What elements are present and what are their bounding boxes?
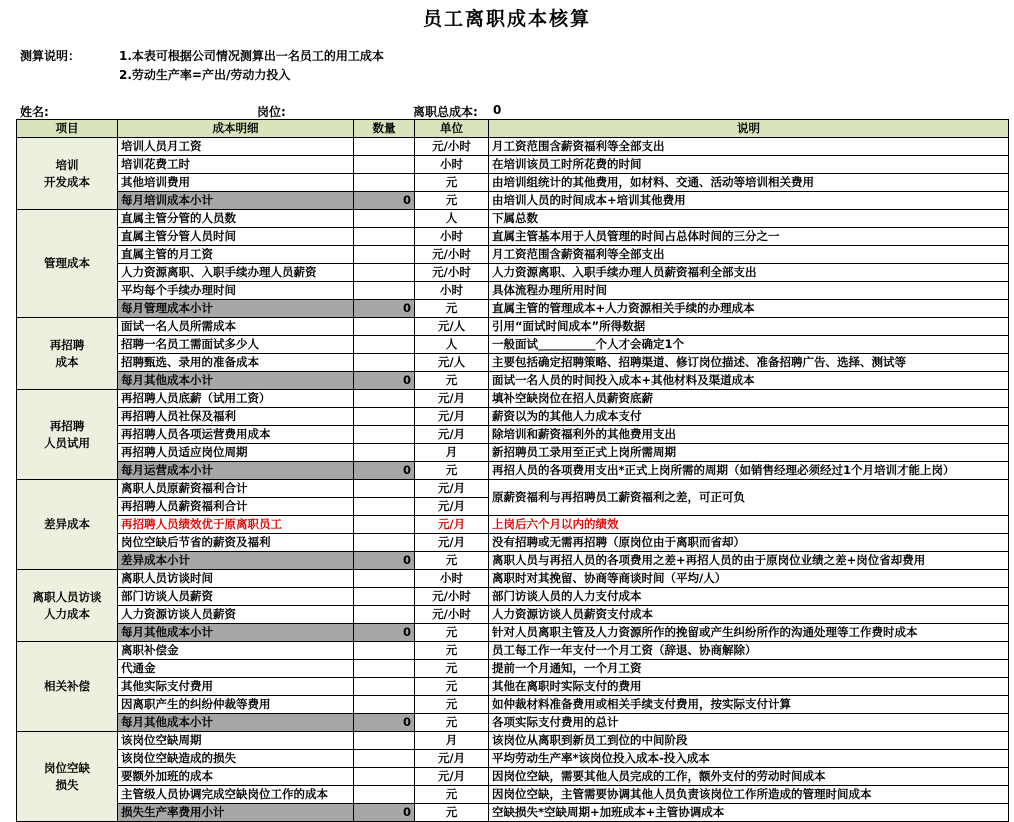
- detail-cell: 再招聘人员底薪（试用工资）: [118, 390, 354, 408]
- unit-cell: 元: [415, 804, 489, 822]
- quantity-cell[interactable]: [354, 786, 415, 804]
- unit-cell: 小时: [415, 156, 489, 174]
- post-label: 岗位:: [257, 105, 286, 119]
- detail-cell: 每月培训成本小计: [118, 192, 354, 210]
- quantity-cell[interactable]: [354, 210, 415, 228]
- detail-cell: 招聘甄选、录用的准备成本: [118, 354, 354, 372]
- quantity-cell[interactable]: 0: [354, 714, 415, 732]
- detail-cell: 每月其他成本小计: [118, 714, 354, 732]
- description-cell: 针对人员离职主管及人力资源所作的挽留或产生纠纷所作的沟通处理等工作费时成本: [489, 624, 1009, 642]
- detail-cell: 每月管理成本小计: [118, 300, 354, 318]
- quantity-cell[interactable]: [354, 606, 415, 624]
- project-cell: 再招聘 人员试用: [17, 390, 118, 480]
- detail-cell: 离职人员原薪资福利合计: [118, 480, 354, 498]
- subtotal-row: [17, 192, 1009, 210]
- unit-cell: 小时: [415, 570, 489, 588]
- description-cell: 具体流程办理所用时间: [489, 282, 1009, 300]
- detail-cell: 该岗位空缺周期: [118, 732, 354, 750]
- detail-cell: 再招聘人员各项运营费用成本: [118, 426, 354, 444]
- quantity-cell[interactable]: [354, 354, 415, 372]
- table-row: [17, 570, 1009, 588]
- quantity-cell[interactable]: 0: [354, 372, 415, 390]
- description-cell: 由培训组统计的其他费用，如材料、交通、活动等培训相关费用: [489, 174, 1009, 192]
- description-cell: 由培训人员的时间成本+培训其他费用: [489, 192, 1009, 210]
- description-cell: 直属主管基本用于人员管理的时间占总体时间的三分之一: [489, 228, 1009, 246]
- table-row: [17, 228, 1009, 246]
- table-row: [17, 444, 1009, 462]
- table-row: [17, 516, 1009, 534]
- detail-cell: 差异成本小计: [118, 552, 354, 570]
- cost-table: [16, 119, 1009, 822]
- table-row: [17, 678, 1009, 696]
- unit-cell: 元/小时: [415, 138, 489, 156]
- detail-cell: 每月运营成本小计: [118, 462, 354, 480]
- unit-cell: 元/小时: [415, 588, 489, 606]
- unit-cell: 元: [415, 192, 489, 210]
- description-cell: 其他在离职时实际支付的费用: [489, 678, 1009, 696]
- table-row: [17, 264, 1009, 282]
- description-cell: 平均劳动生产率*该岗位投入成本-投入成本: [489, 750, 1009, 768]
- detail-cell: 要额外加班的成本: [118, 768, 354, 786]
- unit-cell: 元: [415, 300, 489, 318]
- table-row: [17, 246, 1009, 264]
- header-unit: 单位: [415, 120, 489, 138]
- subtotal-row: [17, 804, 1009, 822]
- project-cell: 离职人员访谈 人力成本: [17, 570, 118, 642]
- quantity-cell[interactable]: 0: [354, 624, 415, 642]
- quantity-cell[interactable]: [354, 390, 415, 408]
- description-cell: 没有招聘或无需再招聘（原岗位由于离职而省却）: [489, 534, 1009, 552]
- table-row: [17, 606, 1009, 624]
- quantity-cell[interactable]: [354, 264, 415, 282]
- description-cell: 新招聘员工录用至正式上岗所需周期: [489, 444, 1009, 462]
- detail-cell: 主管级人员协调完成空缺岗位工作的成本: [118, 786, 354, 804]
- table-row: [17, 408, 1009, 426]
- quantity-cell[interactable]: [354, 138, 415, 156]
- quantity-cell[interactable]: [354, 678, 415, 696]
- table-row: [17, 480, 1009, 498]
- description-cell: 员工每工作一年支付一个月工资（辞退、协商解除）: [489, 642, 1009, 660]
- unit-cell: 元/月: [415, 426, 489, 444]
- description-cell: 月工资范围含薪资福利等全部支出: [489, 138, 1009, 156]
- page-title: 员工离职成本核算: [422, 8, 591, 30]
- quantity-cell[interactable]: [354, 768, 415, 786]
- quantity-cell[interactable]: 0: [354, 462, 415, 480]
- quantity-cell[interactable]: [354, 228, 415, 246]
- detail-cell: 直属主管的月工资: [118, 246, 354, 264]
- unit-cell: 元/小时: [415, 264, 489, 282]
- quantity-cell[interactable]: 0: [354, 552, 415, 570]
- quantity-cell[interactable]: [354, 408, 415, 426]
- unit-cell: 元: [415, 642, 489, 660]
- table-row: [17, 660, 1009, 678]
- table-row: [17, 732, 1009, 750]
- unit-cell: 元/人: [415, 318, 489, 336]
- subtotal-row: [17, 300, 1009, 318]
- unit-cell: 元/月: [415, 516, 489, 534]
- detail-cell: 面试一名人员所需成本: [118, 318, 354, 336]
- detail-cell: 培训人员月工资: [118, 138, 354, 156]
- notes-label: 测算说明：: [20, 49, 81, 63]
- detail-cell: 人力资源访谈人员薪资: [118, 606, 354, 624]
- detail-cell: 招聘一名员工需面试多少人: [118, 336, 354, 354]
- unit-cell: 元/月: [415, 534, 489, 552]
- header-project: 项目: [17, 120, 118, 138]
- quantity-cell[interactable]: [354, 426, 415, 444]
- description-cell: 提前一个月通知，一个月工资: [489, 660, 1009, 678]
- unit-cell: 元: [415, 174, 489, 192]
- detail-cell: 再招聘人员薪资福利合计: [118, 498, 354, 516]
- quantity-cell[interactable]: [354, 156, 415, 174]
- detail-cell: 平均每个手续办理时间: [118, 282, 354, 300]
- table-row: [17, 354, 1009, 372]
- quantity-cell[interactable]: [354, 498, 415, 516]
- detail-cell: 每月其他成本小计: [118, 372, 354, 390]
- project-cell: 相关补偿: [17, 642, 118, 732]
- table-row: [17, 138, 1009, 156]
- header-row: [17, 120, 1009, 138]
- table-row: [17, 534, 1009, 552]
- detail-cell: 离职补偿金: [118, 642, 354, 660]
- quantity-cell[interactable]: [354, 570, 415, 588]
- name-label: 姓名:: [20, 105, 49, 119]
- table-row: [17, 786, 1009, 804]
- project-cell: 再招聘 成本: [17, 318, 118, 390]
- description-cell: 薪资以为的其他人力成本支付: [489, 408, 1009, 426]
- description-cell: 各项实际支付费用的总计: [489, 714, 1009, 732]
- table-row: [17, 390, 1009, 408]
- table-row: [17, 174, 1009, 192]
- quantity-cell[interactable]: [354, 480, 415, 498]
- detail-cell: 代通金: [118, 660, 354, 678]
- unit-cell: 元: [415, 660, 489, 678]
- quantity-cell[interactable]: [354, 642, 415, 660]
- detail-cell: 其他实际支付费用: [118, 678, 354, 696]
- table-row: [17, 336, 1009, 354]
- description-cell: 人力资源离职、入职手续办理人员薪资福利全部支出: [489, 264, 1009, 282]
- unit-cell: 月: [415, 444, 489, 462]
- detail-cell: 再招聘人员绩效优于原离职员工: [118, 516, 354, 534]
- unit-cell: 小时: [415, 282, 489, 300]
- description-cell: 人力资源访谈人员薪资支付成本: [489, 606, 1009, 624]
- table-row: [17, 642, 1009, 660]
- detail-cell: 培训花费工时: [118, 156, 354, 174]
- unit-cell: 元/人: [415, 354, 489, 372]
- description-cell: 原薪资福利与再招聘员工薪资福利之差，可正可负: [489, 480, 1009, 516]
- project-cell: 岗位空缺 损失: [17, 732, 118, 822]
- detail-cell: 再招聘人员适应岗位周期: [118, 444, 354, 462]
- note-1: 1.本表可根据公司情况测算出一名员工的用工成本: [119, 49, 384, 63]
- subtotal-row: [17, 372, 1009, 390]
- note-2: 2.劳动生产率=产出/劳动力投入: [119, 68, 291, 82]
- quantity-cell[interactable]: [354, 588, 415, 606]
- description-cell: 空缺损失*空缺周期+加班成本+主管协调成本: [489, 804, 1009, 822]
- description-cell: 直属主管的管理成本+人力资源相关手续的办理成本: [489, 300, 1009, 318]
- unit-cell: 元: [415, 462, 489, 480]
- description-cell: 主要包括确定招聘策略、招聘渠道、修订岗位描述、准备招聘广告、选择、测试等: [489, 354, 1009, 372]
- quantity-cell[interactable]: [354, 732, 415, 750]
- quantity-cell[interactable]: [354, 534, 415, 552]
- quantity-cell[interactable]: [354, 444, 415, 462]
- subtotal-row: [17, 462, 1009, 480]
- header-quantity: 数量: [354, 120, 415, 138]
- unit-cell: 元/小时: [415, 606, 489, 624]
- project-cell: 培训 开发成本: [17, 138, 118, 210]
- table-row: [17, 768, 1009, 786]
- quantity-cell[interactable]: [354, 516, 415, 534]
- detail-cell: 每月其他成本小计: [118, 624, 354, 642]
- quantity-cell[interactable]: [354, 246, 415, 264]
- unit-cell: 元: [415, 624, 489, 642]
- table-row: [17, 696, 1009, 714]
- table-row: [17, 282, 1009, 300]
- unit-cell: 元/月: [415, 750, 489, 768]
- table-row: [17, 318, 1009, 336]
- unit-cell: 元/月: [415, 390, 489, 408]
- unit-cell: 元/月: [415, 480, 489, 498]
- unit-cell: 月: [415, 732, 489, 750]
- detail-cell: 该岗位空缺造成的损失: [118, 750, 354, 768]
- unit-cell: 元/月: [415, 498, 489, 516]
- quantity-cell[interactable]: [354, 318, 415, 336]
- table-row: [17, 426, 1009, 444]
- description-cell: 下属总数: [489, 210, 1009, 228]
- quantity-cell[interactable]: 0: [354, 300, 415, 318]
- unit-cell: 元: [415, 552, 489, 570]
- description-cell: 填补空缺岗位在招人员薪资底薪: [489, 390, 1009, 408]
- unit-cell: 人: [415, 210, 489, 228]
- description-cell: 月工资范围含薪资福利等全部支出: [489, 246, 1009, 264]
- unit-cell: 人: [415, 336, 489, 354]
- detail-cell: 损失生产率费用小计: [118, 804, 354, 822]
- unit-cell: 元: [415, 678, 489, 696]
- description-cell: 除培训和薪资福利外的其他费用支出: [489, 426, 1009, 444]
- header-description: 说明: [489, 120, 1009, 138]
- description-cell: 引用“面试时间成本”所得数据: [489, 318, 1009, 336]
- table-row: [17, 750, 1009, 768]
- description-cell: 部门访谈人员的人力支付成本: [489, 588, 1009, 606]
- quantity-cell[interactable]: 0: [354, 192, 415, 210]
- quantity-cell[interactable]: 0: [354, 804, 415, 822]
- table-row: [17, 210, 1009, 228]
- unit-cell: 元: [415, 372, 489, 390]
- quantity-cell[interactable]: [354, 750, 415, 768]
- detail-cell: 其他培训费用: [118, 174, 354, 192]
- quantity-cell[interactable]: [354, 336, 415, 354]
- detail-cell: 再招聘人员社保及福利: [118, 408, 354, 426]
- total-cost-label: 离职总成本:: [413, 105, 478, 119]
- quantity-cell[interactable]: [354, 660, 415, 678]
- total-cost-value[interactable]: 0: [493, 103, 502, 117]
- description-cell: 该岗位从离职到新员工到位的中间阶段: [489, 732, 1009, 750]
- subtotal-row: [17, 714, 1009, 732]
- subtotal-row: [17, 552, 1009, 570]
- subtotal-row: [17, 624, 1009, 642]
- description-cell: 上岗后六个月以内的绩效: [489, 516, 1009, 534]
- project-cell: 差异成本: [17, 480, 118, 570]
- header-detail: 成本明细: [118, 120, 354, 138]
- quantity-cell[interactable]: [354, 696, 415, 714]
- unit-cell: 元/小时: [415, 246, 489, 264]
- unit-cell: 元/月: [415, 408, 489, 426]
- unit-cell: 小时: [415, 228, 489, 246]
- table-row: [17, 156, 1009, 174]
- quantity-cell[interactable]: [354, 282, 415, 300]
- quantity-cell[interactable]: [354, 174, 415, 192]
- description-cell: 面试一名人员的时间投入成本+其他材料及渠道成本: [489, 372, 1009, 390]
- project-cell: 管理成本: [17, 210, 118, 318]
- description-cell: 在培训该员工时所花费的时间: [489, 156, 1009, 174]
- description-cell: 一般面试__________个人才会确定1个: [489, 336, 1009, 354]
- detail-cell: 岗位空缺后节省的薪资及福利: [118, 534, 354, 552]
- description-cell: 再招人员的各项费用支出*正式上岗所需的周期（如销售经理必须经过1个月培训才能上岗）: [489, 462, 1009, 480]
- detail-cell: 部门访谈人员薪资: [118, 588, 354, 606]
- unit-cell: 元: [415, 696, 489, 714]
- description-cell: 因岗位空缺，需要其他人员完成的工作，额外支付的劳动时间成本: [489, 768, 1009, 786]
- detail-cell: 直属主管分管人员时间: [118, 228, 354, 246]
- detail-cell: 离职人员访谈时间: [118, 570, 354, 588]
- detail-cell: 直属主管分管的人员数: [118, 210, 354, 228]
- unit-cell: 元: [415, 786, 489, 804]
- description-cell: 因岗位空缺，主管需要协调其他人员负责该岗位工作所造成的管理时间成本: [489, 786, 1009, 804]
- unit-cell: 元/月: [415, 768, 489, 786]
- unit-cell: 元: [415, 714, 489, 732]
- description-cell: 离职人员与再招人员的各项费用之差+再招人员的由于原岗位业绩之差+岗位省却费用: [489, 552, 1009, 570]
- description-cell: 离职时对其挽留、协商等商谈时间（平均/人）: [489, 570, 1009, 588]
- detail-cell: 因离职产生的纠纷仲裁等费用: [118, 696, 354, 714]
- table-row: [17, 588, 1009, 606]
- description-cell: 如仲裁材料准备费用或相关手续支付费用，按实际支付计算: [489, 696, 1009, 714]
- detail-cell: 人力资源离职、入职手续办理人员薪资: [118, 264, 354, 282]
